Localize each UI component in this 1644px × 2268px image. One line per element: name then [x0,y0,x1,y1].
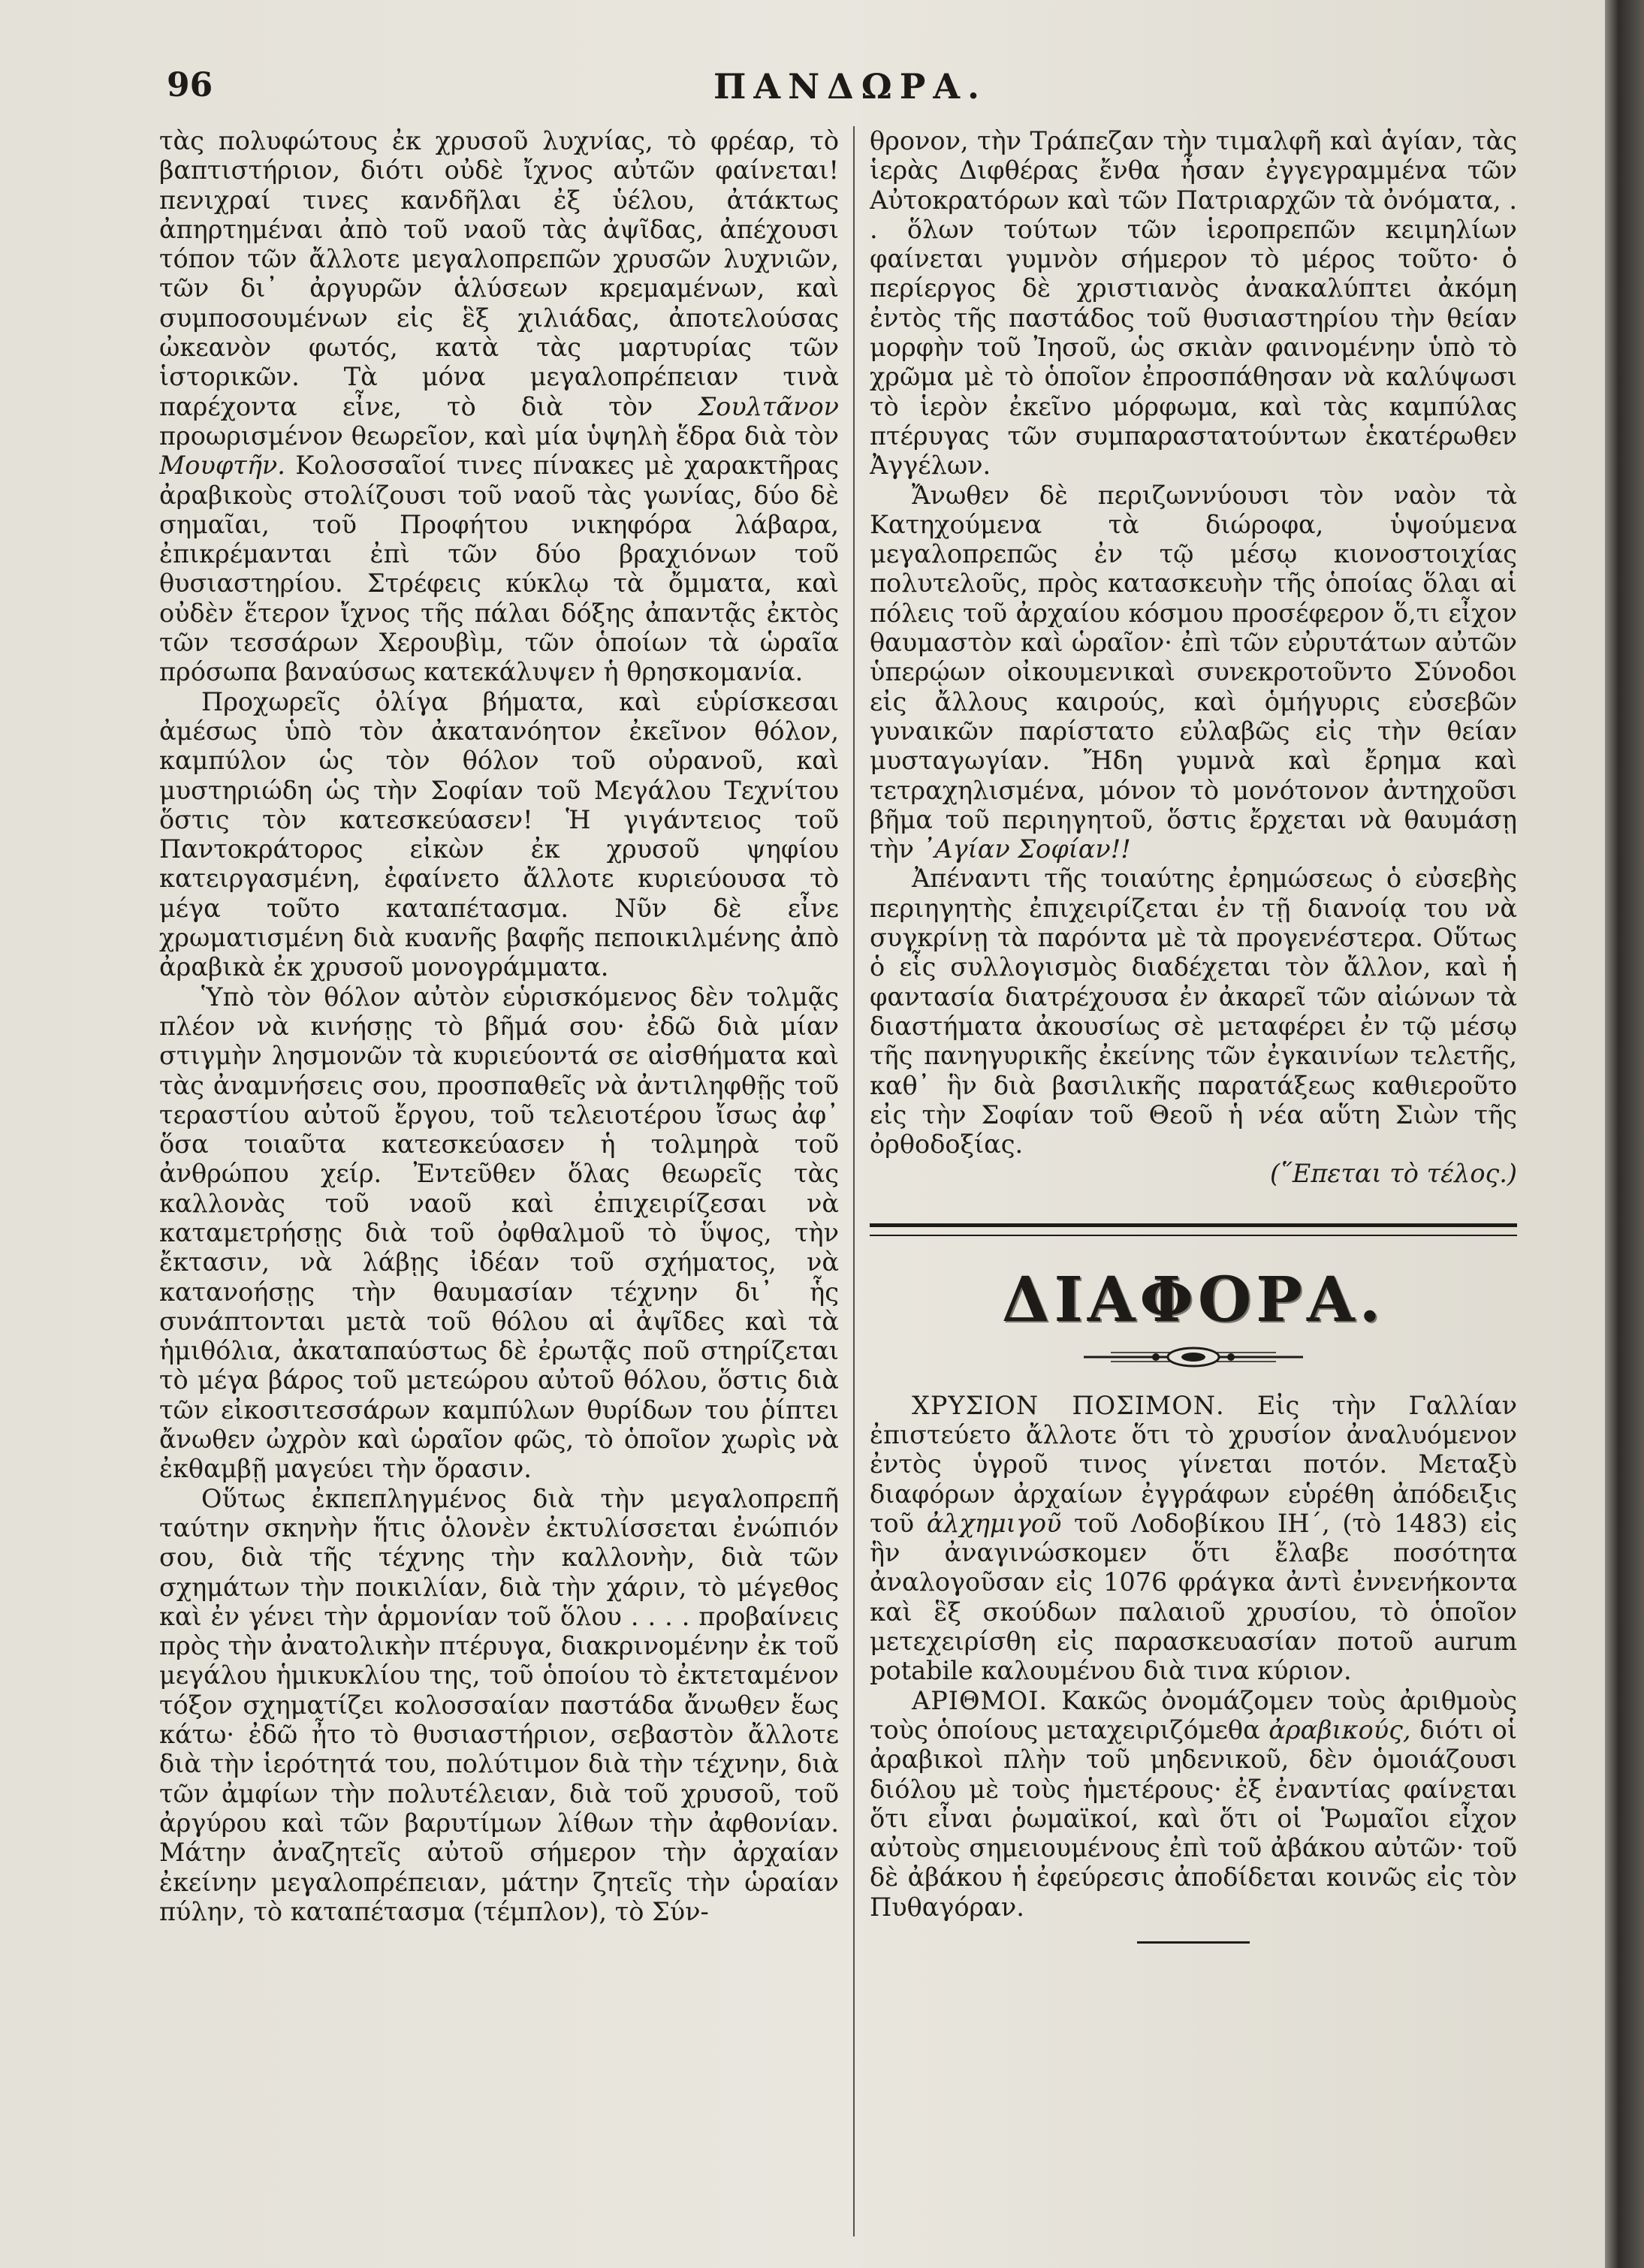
emphasis-sultan: Σουλτᾶνον [698,391,839,421]
to-be-continued-note: (῞Επεται τὸ τέλος.) [1270,1159,1517,1189]
emphasis-mufti: Μουφτῆν. [159,451,285,481]
paragraph-text: Κακῶς ὀνομάζομεν τοὺς ἀριθμοὺς τοὺς ὁποίους μεταχειριζόμεθα [870,1685,1517,1745]
ornament-divider [1081,1344,1306,1370]
running-title: ΠΑΝΔΩΡΑ. [713,66,988,107]
paragraph-4: Οὕτως ἐκπεπληγμένος διὰ τὴν μεγαλοπρεπῆ ταύτην σκηνὴν ἥτις ὁλονὲν ἐκτυλίσσεται ἐνώπιόν σου, διὰ τῆς τέχνης τὴν καλλονὴν, διὰ τῶν σχημάτων τὴν ποικιλίαν, διὰ τὴν χάριν, τὸ μέγεθος καὶ ἐν γένει τὴν ἁρμονίαν τοῦ ὅλου . . . . προβαίνεις πρὸς τὴν ἀνατολικὴν πτέρυγα, διακρινομένην ἐκ τοῦ μεγάλου ἡμικυκλίου της, τοῦ ὁποίου τὸ ἐκτεταμένον τόξον σχηματίζει κολοσσαίαν παστάδα ἄνωθεν ἕως κάτω· ἐδῶ ἦτο τὸ θυσιαστήριον, σεβαστὸν ἄλλοτε διὰ τὴν ἱερότητά του, πολύτιμον διὰ τὴν τέχνην, διὰ τῶν ἀμφίων τὴν πολυτέλειαν, διὰ τοῦ χρυσοῦ, τοῦ ἀργύρου καὶ τῶν βαρυτίμων λίθων τὴν ἀφθονίαν. Μάτην ἀναζητεῖς αὐτοῦ σήμερον τὴν ἀρχαίαν ἐκείνην μεγαλοπρέπειαν, μάτην ζητεῖς τὴν ὡραίαν πύλην, τὸ καταπέτασμα (τέμπλον), τὸ Σύν- [159,1483,839,1926]
item-heading: ΧΡΥΣΙΟΝ ΠΟΣΙΜΟΝ. [912,1390,1225,1420]
paragraph-text: τοῦ Λοδοβίκου ΙΗ΄, (τὸ 1483) εἰς ἣν ἀναγινώσκομεν ὅτι ἔλαβε ποσότητα ἀναλογοῦσαν εἰς 1076 φράγκα ἀντὶ ἐννενήκοντα καὶ ἓξ σκούδων παλαιοῦ χρυσίου, τὸ ὁποῖον μετεχειρίσθη εἰς παρασκευασίαν ποτοῦ aurum potabile καλουμένου διὰ τινα κύριον. [870,1508,1517,1686]
paragraph-5: θρονον, τὴν Τράπεζαν τὴν τιμαλφῆ καὶ ἁγίαν, τὰς ἱερὰς Διφθέρας ἔνθα ἦσαν ἐγγεγραμμένα τῶν Αὐτοκρατόρων καὶ τῶν Πατριαρχῶν τὰ ὀνόματα, . . ὅλων τούτων τῶν ἱεροπρεπῶν κειμηλίων φαίνεται γυμνὸν σήμερον τὸ μέρος τοῦτο· ὁ περίεργος δὲ χριστιανὸς ἀνακαλύπτει ἀκόμη ἐντὸς τῆς παστάδος τοῦ θυσιαστηρίου τὴν θείαν μορφὴν τοῦ Ἰησοῦ, ὡς σκιὰν φαινομένην ὑπὸ τὸ χρῶμα μὲ τὸ ὁποῖον ἐπροσπάθησαν νὰ καλύψωσι τὸ ἱερὸν ἐκεῖνο μόρφωμα, καὶ τὰς καμπύλας πτέρυγας τῶν συμπαραστατούντων ἑκατέρωθεν Ἀγγέλων. [870,126,1517,481]
emphasis-alchemist: ἀλχημιγοῦ [926,1508,1062,1538]
left-column [159,126,839,2236]
paragraph-6 [870,481,1517,864]
section-divider [870,1223,1517,1236]
right-column [870,126,1517,2236]
paragraph-7: Ἀπέναντι τῆς τοιαύτης ἐρημώσεως ὁ εὐσεβὴς περιηγητὴς ἐπιχειρίζεται ἐν τῇ διανοίᾳ του νὰ συγκρίνῃ τὰ παρόντα μὲ τὰ προγενέστερα. Οὕτως ὁ εἷς συλλογισμὸς διαδέχεται τὸν ἄλλον, καὶ ἡ φαντασία διατρέχουσα ἐν ἀκαρεῖ τῶν αἰώνων τὰ διαστήματα ἀκουσίως σὲ μεταφέρει ἐν τῷ μέσῳ τῆς πανηγυρικῆς ἐκείνης τῶν ἐγκαινίων τελετῆς, καθ᾽ ἣν διὰ βασιλικῆς παρατάξεως καθιεροῦτο εἰς τὴν Σοφίαν τοῦ Θεοῦ ἡ νέα αὕτη Σιὼν τῆς ὀρθοδοξίας. [870,864,1517,1160]
paragraph-text: Ἄνωθεν δὲ περιζωννύουσι τὸν ναὸν τὰ Κατηχούμενα τὰ διώροφα, ὑψούμενα μεγαλοπρεπῶς ἐν τῷ μέσῳ κιονοστοιχίας πολυτελοῦς, πρὸς κατασκευὴν τῆς ὁποίας ὅλαι αἱ πόλεις τοῦ ἀρχαίου κόσμου προσέφερον ὅ,τι εἶχον θαυμαστὸν καὶ ὡραῖον· ἐπὶ τῶν εὐρυτάτων αὐτῶν ὑπερῴων οἰκουμενικαὶ συνεκροτοῦντο Σύνοδοι εἰς ἄλλους καιρούς, καὶ ὁμήγυρις εὐσεβῶν γυναικῶν παρίστατο εὐλαβῶς εἰς τὴν θείαν μυσταγωγίαν. Ἤδη γυμνὰ καὶ ἔρημα καὶ τετραχηλισμένα, μόνον τὸ μονότονον ἀντηχοῦσι βῆμα τοῦ περιηγητοῦ, ὅστις ἔρχεται νὰ θαυμάσῃ τὴν [870,480,1517,864]
paragraph-text: διότι οἱ ἀραβικοὶ πλὴν τοῦ μηδενικοῦ, δὲν ὁμοιάζουσι διόλου μὲ τοὺς ἡμετέρους· ἐξ ἐναντίας φαίνεται ὅτι εἶναι ῥωμαϊκοί, καὶ ὅτι οἱ Ῥωμαῖοι εἶχον αὐτοὺς σημειουμένους ἐπὶ τοῦ ἀβάκου αὐτῶν· τοῦ δὲ ἀβάκου ἡ ἐφεύρεσις ἀποδίδεται κοινῶς εἰς τὸν Πυθαγόραν. [870,1715,1517,1922]
column-divider [853,126,855,2236]
book-binding-edge [1605,0,1644,2268]
section-title: ΔΙΑΦΟΡΑ. [1001,1263,1386,1336]
paragraph-text: Εἰς τὴν Γαλλίαν ἐπιστεύετο ἄλλοτε ὅτι τὸ χρυσίον ἀναλυόμενον ἐντὸς ὑγροῦ τινος γίνεται ποτόν. Μεταξὺ διαφόρων ἀρχαίων ἐγγράφων εὑρέθη ἀπόδειξις τοῦ [870,1390,1517,1538]
paragraph-1 [159,126,839,687]
misc-item-numerals [870,1686,1517,1922]
paragraph-2: Προχωρεῖς ὀλίγα βήματα, καὶ εὑρίσκεσαι ἀμέσως ὑπὸ τὸν ἀκατανόητον ἐκεῖνον θόλον, καμπύλον ὡς τὸν θόλον τοῦ οὐρανοῦ, καὶ μυστηριώδη ὡς τὴν Σοφίαν τοῦ Μεγάλου Τεχνίτου ὅστις τὸν κατεσκεύασεν! Ἡ γιγάντειος τοῦ Παντοκράτορος εἰκὼν ἐκ χρυσοῦ ψηφίου κατειργασμένη, ἐφαίνετο ἄλλοτε κυριεύουσα τὸ μέγα τοῦτο καταπέτασμα. Νῦν δὲ εἶνε χρωματισμένη διὰ κυανῆς βαφῆς πεποικιλμένης ἀπὸ ἀραβικὰ ἐκ χρυσοῦ μονογράμματα. [159,686,839,982]
page-number: 96 [167,66,213,104]
paragraph-text: προωρισμένον θεωρεῖον, καὶ μία ὑψηλὴ ἕδρα διὰ τὸν [159,421,839,451]
misc-item-potable-gold [870,1391,1517,1686]
emphasis-arabic: ἀραβικούς, [1268,1715,1411,1745]
item-heading: ΑΡΙΘΜΟΙ. [912,1685,1048,1715]
end-rule [1137,1941,1250,1944]
paragraph-text: Κολοσσαῖοί τινες πίνακες μὲ χαρακτῆρας ἀραβικοὺς στολίζουσι τοῦ ναοῦ τὰς γωνίας, δύο δὲ σημαῖαι, τοῦ Προφήτου νικηφόρα λάβαρα, ἐπικρέμανται ἐπὶ τῶν δύο βραχιόνων τοῦ θυσιαστηρίου. Στρέφεις κύκλῳ τὰ ὄμματα, καὶ οὐδὲν ἕτερον ἴχνος τῆς πάλαι δόξης ἀπαντᾷς ἐκτὸς τῶν τεσσάρων Χερουβὶμ, τῶν ὁποίων τὰ ὡραῖα πρόσωπα βαναύσως κατεκάλυψεν ἡ θρησκομανία. [159,451,839,687]
paragraph-text: τὰς πολυφώτους ἐκ χρυσοῦ λυχνίας, τὸ φρέαρ, τὸ βαπτιστήριον, διότι οὐδὲ ἴχνος αὐτῶν φαίνεται! πενιχραί τινες κανδῆλαι ἐξ ὑέλου, ἀτάκτως ἀπηρτημέναι ἀπὸ τοῦ ναοῦ τὰς ἀψῖδας, ἀπέχουσι τόπον τῶν ἄλλοτε μεγαλοπρεπῶν χρυσῶν λυχνιῶν, τῶν δι᾽ ἀργυρῶν ἁλύσεων κρεμαμένων, καὶ συμποσουμένων εἰς ἓξ χιλιάδας, ἀποτελούσας ὠκεανὸν φωτός, κατὰ τὰς μαρτυρίας τῶν ἱστορικῶν. Τὰ μόνα μεγαλοπρέπειαν τινὰ παρέχοντα εἶνε, τὸ διὰ τὸν [159,126,839,421]
paragraph-3: Ὑπὸ τὸν θόλον αὐτὸν εὑρισκόμενος δὲν τολμᾷς πλέον νὰ κινήσῃς τὸ βῆμά σου· ἐδῶ διὰ μίαν στιγμὴν λησμονῶν τὰ κυριεύοντά σε αἰσθήματα καὶ τὰς ἀναμνήσεις σου, προσπαθεῖς νὰ ἀντιληφθῇς τοῦ τεραστίου αὐτοῦ ἔργου, τοῦ τελειοτέρου ἴσως ἀφ᾽ ὅσα τοιαῦτα κατεσκεύασεν ἡ τολμηρὰ τοῦ ἀνθρώπου χείρ. Ἐντεῦθεν ὅλας θεωρεῖς τὰς καλλονὰς τοῦ ναοῦ καὶ ἐπιχειρίζεσαι νὰ καταμετρήσῃς διὰ τοῦ ὀφθαλμοῦ τὸ ὕψος, τὴν ἔκτασιν, νὰ λάβῃς ἰδέαν τοῦ σχήματος, νὰ κατανοήσῃς τὴν θαυμασίαν τέχνην δι᾽ ἧς συνάπτονται μετὰ τοῦ θόλου αἱ ἀψῖδες καὶ τὰ ἡμιθόλια, ἀκαταπαύστως δὲ ἐρωτᾷς ποῦ στηρίζεται τὸ μέγα βάρος τοῦ μετεώρου αὐτοῦ θόλου, ὅστις διὰ τῶν εἰκοσιτεσσάρων καμπύλων θυρίδων του ῥίπτει ἄνωθεν ὠχρὸν καὶ ὡραῖον φῶς, τὸ ὁποῖον χωρὶς νὰ ἐκθαμβῇ μαγεύει τὴν ὅρασιν. [159,982,839,1484]
emphasis-hagia-sophia: ᾿Αγίαν Σοφίαν!! [922,834,1131,864]
page-header [167,66,1534,119]
